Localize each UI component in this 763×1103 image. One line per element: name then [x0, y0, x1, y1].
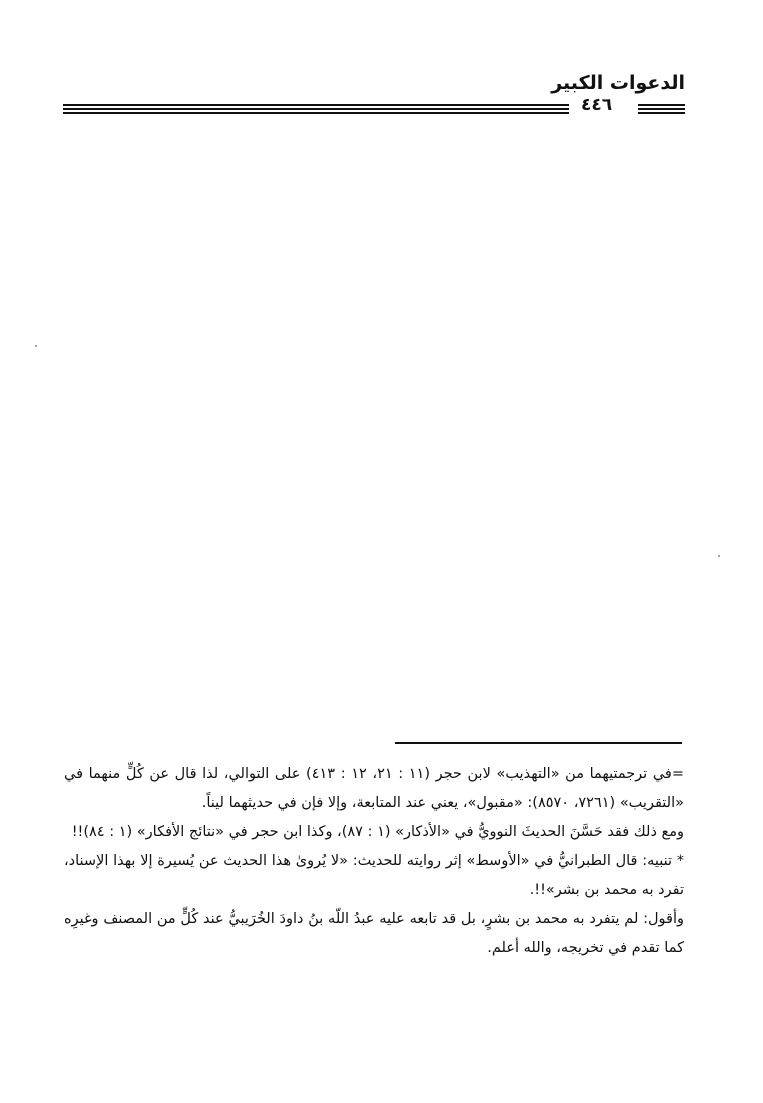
scan-speck — [718, 555, 720, 557]
footnotes — [64, 760, 684, 963]
footnote-paragraph: =في ترجمتيهما من «التهذيب» لابن حجر (١١ : ٢١، ١٢ : ٤١٣) على التوالي، لذا قال عن كُلٍّ منهما في «التقريب» (٧٢٦١، ٨٥٧٠): «مقبول»، يعني عند المتابعة، وإلا فإن في حديثهما ليناً. — [64, 766, 684, 811]
footnote-paragraph: * تنبيه: قال الطبرانيُّ في «الأوسط» إثر روايته للحديث: «لا يُروىٰ هذا الحديث عن يُسيرة إلا بهذا الإسناد، تفرد به محمد بن بشر»!!. — [64, 853, 684, 898]
footnote-paragraph: وأقول: لم يتفرد به محمد بن بشرٍ، بل قد تابعه عليه عبدُ اللّه بنُ داودَ الخُرَيبيُّ عند كُلٍّ من المصنف وغيرِه كما تقدم في تخريجه، والله أعلم. — [64, 911, 684, 956]
page-number: ٤٤٦ — [581, 95, 613, 115]
running-title: الدعوات الكبير — [551, 72, 685, 94]
footnote-paragraph: ومع ذلك فقد حَسَّنَ الحديثَ النوويُّ في «الأذكار» (١ : ٨٧)، وكذا ابن حجر في «نتائج الأفكار» (١ : ٨٤)!! — [71, 824, 684, 840]
header-rule-short — [638, 104, 685, 114]
footnote-separator — [395, 742, 682, 744]
header-rule — [63, 104, 569, 114]
page-header — [63, 72, 685, 124]
scan-speck — [35, 345, 37, 347]
